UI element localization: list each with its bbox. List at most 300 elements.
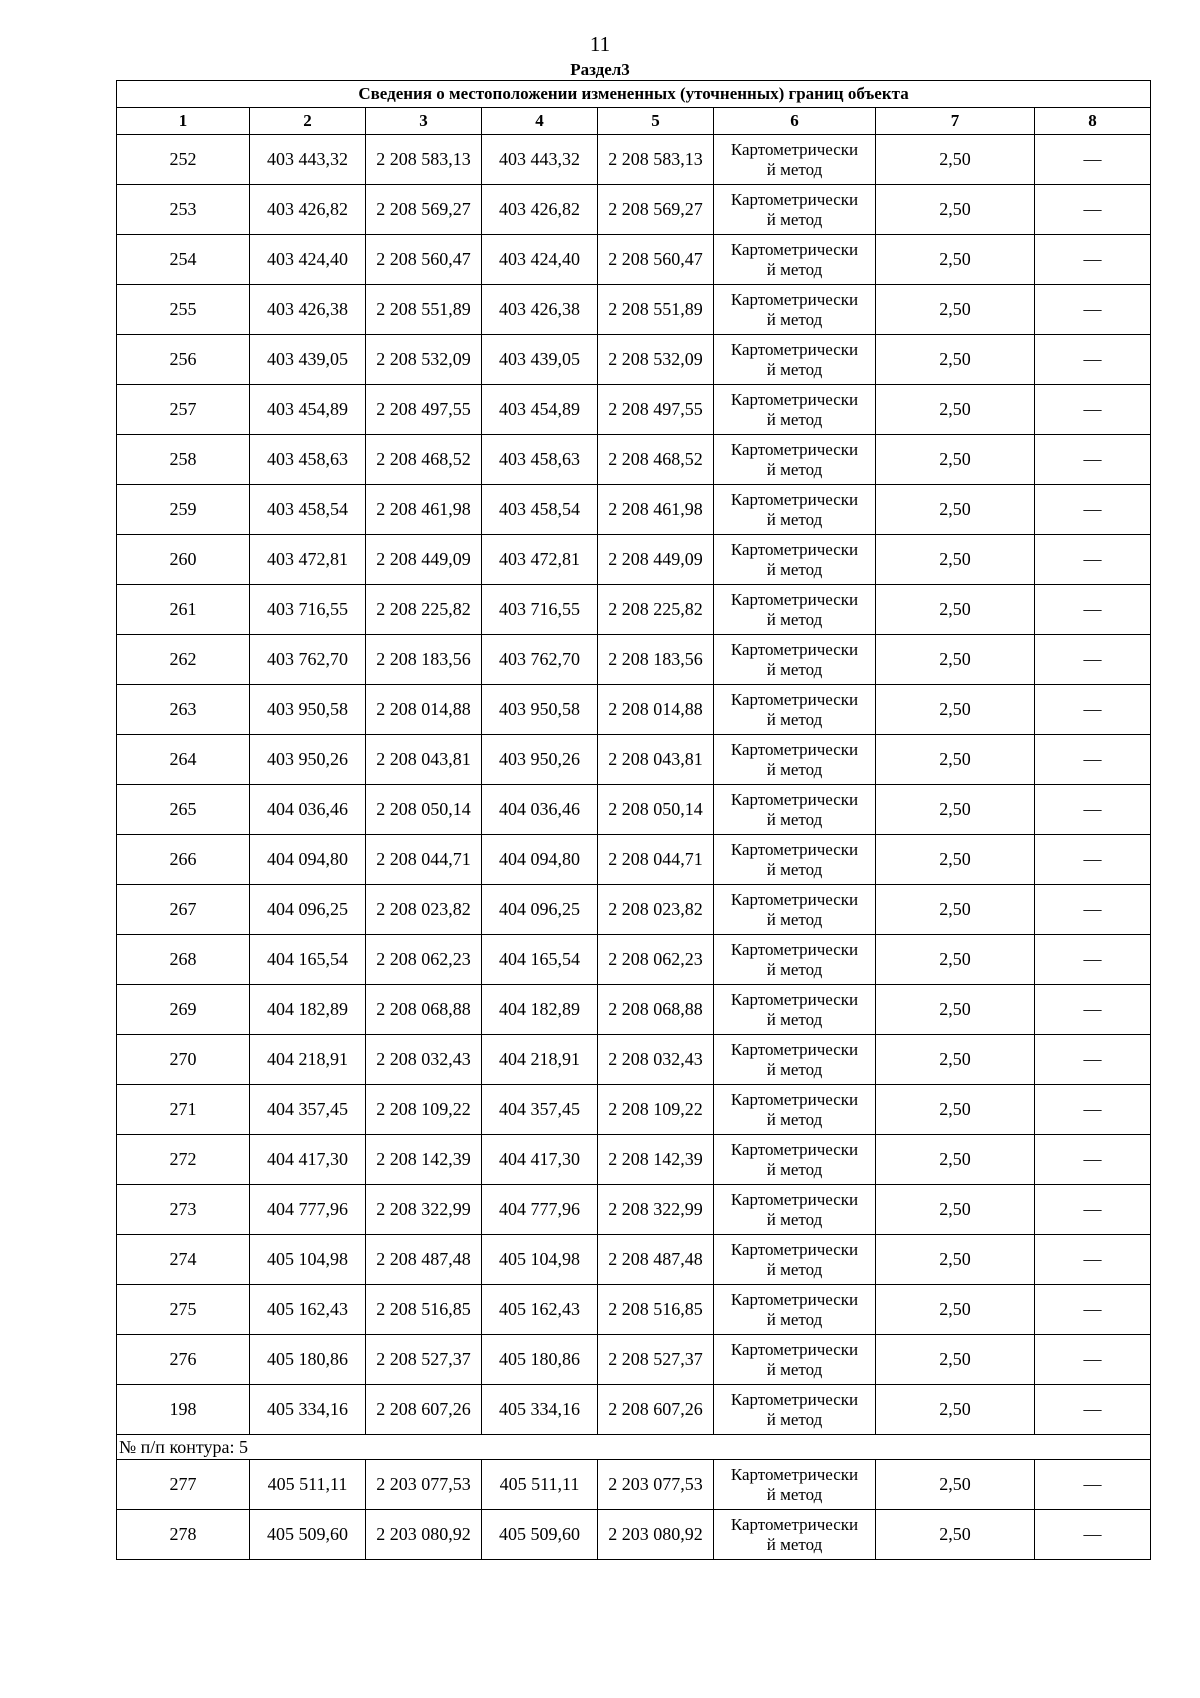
x-old-cell: 404 777,96	[250, 1185, 366, 1235]
method-text-line: Картометрически	[730, 889, 859, 909]
description-cell: —	[1035, 1335, 1151, 1385]
point-number-cell: 267	[117, 885, 250, 935]
accuracy-cell: 2,50	[876, 1035, 1035, 1085]
method-cell	[714, 1185, 876, 1235]
x-new-cell: 404 036,46	[482, 785, 598, 835]
method-cell	[714, 135, 876, 185]
accuracy-cell: 2,50	[876, 385, 1035, 435]
method-text-line: й метод	[766, 1109, 823, 1129]
x-new-cell: 403 426,82	[482, 185, 598, 235]
y-new-cell: 2 208 449,09	[598, 535, 714, 585]
y-old-cell: 2 208 569,27	[366, 185, 482, 235]
method-text-line: Картометрически	[730, 939, 859, 959]
point-number-cell: 254	[117, 235, 250, 285]
description-cell: —	[1035, 785, 1151, 835]
description-cell: —	[1035, 885, 1151, 935]
x-old-cell: 403 426,82	[250, 185, 366, 235]
y-old-cell: 2 208 050,14	[366, 785, 482, 835]
y-new-cell: 2 208 468,52	[598, 435, 714, 485]
point-number-cell: 274	[117, 1235, 250, 1285]
description-cell: —	[1035, 485, 1151, 535]
point-number-cell: 255	[117, 285, 250, 335]
point-number-cell: 261	[117, 585, 250, 635]
y-old-cell: 2 208 560,47	[366, 235, 482, 285]
x-old-cell: 403 424,40	[250, 235, 366, 285]
method-cell	[714, 435, 876, 485]
y-old-cell: 2 208 583,13	[366, 135, 482, 185]
point-number-cell: 271	[117, 1085, 250, 1135]
column-number: 2	[250, 108, 366, 135]
method-text-line: й метод	[766, 1309, 823, 1329]
column-number: 8	[1035, 108, 1151, 135]
description-cell: —	[1035, 835, 1151, 885]
table-row	[117, 685, 1151, 735]
table-row	[117, 585, 1151, 635]
y-old-cell: 2 208 032,43	[366, 1035, 482, 1085]
method-cell	[714, 1510, 876, 1560]
x-old-cell: 403 950,58	[250, 685, 366, 735]
table-row	[117, 535, 1151, 585]
method-text-line: й метод	[766, 1484, 823, 1504]
description-cell: —	[1035, 1510, 1151, 1560]
x-old-cell: 404 165,54	[250, 935, 366, 985]
x-new-cell: 403 716,55	[482, 585, 598, 635]
point-number-cell: 269	[117, 985, 250, 1035]
accuracy-cell: 2,50	[876, 1235, 1035, 1285]
table-row	[117, 435, 1151, 485]
method-text-line: й метод	[766, 959, 823, 979]
x-new-cell: 404 777,96	[482, 1185, 598, 1235]
y-new-cell: 2 208 068,88	[598, 985, 714, 1035]
point-number-cell: 277	[117, 1460, 250, 1510]
method-cell	[714, 835, 876, 885]
point-number-cell: 273	[117, 1185, 250, 1235]
point-number-cell: 256	[117, 335, 250, 385]
description-cell: —	[1035, 935, 1151, 985]
method-text-line: й метод	[766, 709, 823, 729]
accuracy-cell: 2,50	[876, 235, 1035, 285]
x-new-cell: 404 096,25	[482, 885, 598, 935]
description-cell: —	[1035, 1460, 1151, 1510]
description-cell: —	[1035, 1285, 1151, 1335]
method-cell	[714, 385, 876, 435]
description-cell: —	[1035, 535, 1151, 585]
description-cell: —	[1035, 735, 1151, 785]
x-old-cell: 404 094,80	[250, 835, 366, 885]
y-new-cell: 2 208 461,98	[598, 485, 714, 535]
description-cell: —	[1035, 285, 1151, 335]
table-row	[117, 1385, 1151, 1435]
x-old-cell: 403 443,32	[250, 135, 366, 185]
y-old-cell: 2 208 607,26	[366, 1385, 482, 1435]
method-cell	[714, 785, 876, 835]
y-old-cell: 2 208 532,09	[366, 335, 482, 385]
method-text-line: й метод	[766, 159, 823, 179]
y-new-cell: 2 203 080,92	[598, 1510, 714, 1560]
column-number-row	[117, 108, 1151, 135]
description-cell: —	[1035, 1085, 1151, 1135]
x-old-cell: 404 096,25	[250, 885, 366, 935]
description-cell: —	[1035, 1135, 1151, 1185]
y-new-cell: 2 208 516,85	[598, 1285, 714, 1335]
method-text-line: й метод	[766, 1409, 823, 1429]
method-text-line: й метод	[766, 859, 823, 879]
method-text-line: Картометрически	[730, 589, 859, 609]
y-new-cell: 2 208 032,43	[598, 1035, 714, 1085]
x-new-cell: 405 334,16	[482, 1385, 598, 1435]
accuracy-cell: 2,50	[876, 635, 1035, 685]
method-text-line: й метод	[766, 1059, 823, 1079]
point-number-cell: 252	[117, 135, 250, 185]
table-row	[117, 335, 1151, 385]
method-text-line: й метод	[766, 759, 823, 779]
table-row	[117, 185, 1151, 235]
y-old-cell: 2 208 487,48	[366, 1235, 482, 1285]
description-cell: —	[1035, 1235, 1151, 1285]
y-old-cell: 2 208 551,89	[366, 285, 482, 335]
table-row	[117, 635, 1151, 685]
accuracy-cell: 2,50	[876, 285, 1035, 335]
y-new-cell: 2 208 487,48	[598, 1235, 714, 1285]
method-text-line: й метод	[766, 809, 823, 829]
table-row	[117, 935, 1151, 985]
column-number: 5	[598, 108, 714, 135]
x-new-cell: 403 472,81	[482, 535, 598, 585]
y-old-cell: 2 208 322,99	[366, 1185, 482, 1235]
x-old-cell: 404 182,89	[250, 985, 366, 1035]
method-cell	[714, 735, 876, 785]
x-new-cell: 403 458,54	[482, 485, 598, 535]
method-text-line: й метод	[766, 359, 823, 379]
table-row	[117, 1510, 1151, 1560]
method-cell	[714, 285, 876, 335]
y-old-cell: 2 208 449,09	[366, 535, 482, 585]
method-cell	[714, 885, 876, 935]
accuracy-cell: 2,50	[876, 935, 1035, 985]
column-number: 4	[482, 108, 598, 135]
y-new-cell: 2 208 569,27	[598, 185, 714, 235]
description-cell: —	[1035, 635, 1151, 685]
point-number-cell: 276	[117, 1335, 250, 1385]
x-old-cell: 403 762,70	[250, 635, 366, 685]
table-row	[117, 1460, 1151, 1510]
y-new-cell: 2 208 050,14	[598, 785, 714, 835]
accuracy-cell: 2,50	[876, 835, 1035, 885]
page-number: 11	[589, 32, 611, 56]
y-old-cell: 2 208 461,98	[366, 485, 482, 535]
y-old-cell: 2 208 516,85	[366, 1285, 482, 1335]
x-new-cell: 405 509,60	[482, 1510, 598, 1560]
y-old-cell: 2 203 077,53	[366, 1460, 482, 1510]
x-old-cell: 403 458,54	[250, 485, 366, 535]
x-old-cell: 404 218,91	[250, 1035, 366, 1085]
method-text-line: Картометрически	[730, 1189, 859, 1209]
table-row	[117, 485, 1151, 535]
point-number-cell: 257	[117, 385, 250, 435]
y-old-cell: 2 208 468,52	[366, 435, 482, 485]
y-old-cell: 2 208 014,88	[366, 685, 482, 735]
x-new-cell: 405 511,11	[482, 1460, 598, 1510]
method-text-line: й метод	[766, 1259, 823, 1279]
method-text-line: Картометрически	[730, 1039, 859, 1059]
column-number: 3	[366, 108, 482, 135]
method-cell	[714, 235, 876, 285]
x-new-cell: 403 458,63	[482, 435, 598, 485]
method-text-line: Картометрически	[730, 1514, 859, 1534]
table-body-group-2	[117, 1460, 1151, 1560]
y-new-cell: 2 208 023,82	[598, 885, 714, 935]
description-cell: —	[1035, 1385, 1151, 1435]
y-new-cell: 2 208 225,82	[598, 585, 714, 635]
accuracy-cell: 2,50	[876, 1510, 1035, 1560]
accuracy-cell: 2,50	[876, 735, 1035, 785]
method-text-line: й метод	[766, 559, 823, 579]
table-row	[117, 785, 1151, 835]
y-old-cell: 2 208 142,39	[366, 1135, 482, 1185]
point-number-cell: 265	[117, 785, 250, 835]
x-new-cell: 403 950,58	[482, 685, 598, 735]
y-new-cell: 2 208 527,37	[598, 1335, 714, 1385]
description-cell: —	[1035, 235, 1151, 285]
method-cell	[714, 985, 876, 1035]
method-text-line: Картометрически	[730, 539, 859, 559]
table-row	[117, 735, 1151, 785]
table-caption-row	[117, 81, 1151, 108]
description-cell: —	[1035, 135, 1151, 185]
accuracy-cell: 2,50	[876, 685, 1035, 735]
table-row	[117, 1035, 1151, 1085]
y-old-cell: 2 208 183,56	[366, 635, 482, 685]
method-cell	[714, 535, 876, 585]
y-old-cell: 2 208 062,23	[366, 935, 482, 985]
x-new-cell: 404 182,89	[482, 985, 598, 1035]
y-new-cell: 2 208 109,22	[598, 1085, 714, 1135]
method-cell	[714, 1085, 876, 1135]
point-number-cell: 258	[117, 435, 250, 485]
method-text-line: Картометрически	[730, 439, 859, 459]
description-cell: —	[1035, 385, 1151, 435]
table-row	[117, 1285, 1151, 1335]
method-cell	[714, 1135, 876, 1185]
x-old-cell: 405 104,98	[250, 1235, 366, 1285]
y-new-cell: 2 208 014,88	[598, 685, 714, 735]
point-number-cell: 268	[117, 935, 250, 985]
point-number-cell: 253	[117, 185, 250, 235]
table-row	[117, 1135, 1151, 1185]
description-cell: —	[1035, 185, 1151, 235]
method-cell	[714, 335, 876, 385]
y-old-cell: 2 208 044,71	[366, 835, 482, 885]
y-new-cell: 2 208 043,81	[598, 735, 714, 785]
method-text-line: й метод	[766, 1359, 823, 1379]
point-number-cell: 278	[117, 1510, 250, 1560]
y-new-cell: 2 208 532,09	[598, 335, 714, 385]
method-text-line: Картометрически	[730, 989, 859, 1009]
accuracy-cell: 2,50	[876, 1335, 1035, 1385]
table-row	[117, 1235, 1151, 1285]
method-text-line: Картометрически	[730, 789, 859, 809]
description-cell: —	[1035, 435, 1151, 485]
accuracy-cell: 2,50	[876, 985, 1035, 1035]
table-row	[117, 1185, 1151, 1235]
description-cell: —	[1035, 1185, 1151, 1235]
point-number-cell: 272	[117, 1135, 250, 1185]
accuracy-cell: 2,50	[876, 885, 1035, 935]
x-old-cell: 403 454,89	[250, 385, 366, 435]
y-new-cell: 2 208 322,99	[598, 1185, 714, 1235]
x-old-cell: 405 509,60	[250, 1510, 366, 1560]
method-text-line: Картометрически	[730, 839, 859, 859]
description-cell: —	[1035, 1035, 1151, 1085]
x-new-cell: 403 424,40	[482, 235, 598, 285]
x-old-cell: 403 472,81	[250, 535, 366, 585]
method-text-line: Картометрически	[730, 1389, 859, 1409]
method-cell	[714, 635, 876, 685]
x-old-cell: 403 458,63	[250, 435, 366, 485]
point-number-cell: 264	[117, 735, 250, 785]
point-number-cell: 270	[117, 1035, 250, 1085]
method-text-line: й метод	[766, 909, 823, 929]
accuracy-cell: 2,50	[876, 1460, 1035, 1510]
method-cell	[714, 1335, 876, 1385]
column-number: 7	[876, 108, 1035, 135]
x-new-cell: 403 950,26	[482, 735, 598, 785]
method-text-line: Картометрически	[730, 1339, 859, 1359]
y-new-cell: 2 208 142,39	[598, 1135, 714, 1185]
y-old-cell: 2 208 527,37	[366, 1335, 482, 1385]
table-row	[117, 1335, 1151, 1385]
table-row	[117, 835, 1151, 885]
method-cell	[714, 685, 876, 735]
x-new-cell: 404 417,30	[482, 1135, 598, 1185]
y-old-cell: 2 208 068,88	[366, 985, 482, 1035]
accuracy-cell: 2,50	[876, 135, 1035, 185]
accuracy-cell: 2,50	[876, 1135, 1035, 1185]
method-cell	[714, 1285, 876, 1335]
y-new-cell: 2 208 607,26	[598, 1385, 714, 1435]
x-old-cell: 405 180,86	[250, 1335, 366, 1385]
x-new-cell: 403 454,89	[482, 385, 598, 435]
table-row	[117, 285, 1151, 335]
coordinates-table	[116, 80, 1151, 1560]
table-row	[117, 985, 1151, 1035]
method-text-line: Картометрически	[730, 339, 859, 359]
accuracy-cell: 2,50	[876, 1185, 1035, 1235]
x-new-cell: 405 162,43	[482, 1285, 598, 1335]
table-caption: Сведения о местоположении измененных (уточненных) границ объекта	[117, 81, 1151, 108]
y-new-cell: 2 208 044,71	[598, 835, 714, 885]
accuracy-cell: 2,50	[876, 485, 1035, 535]
y-new-cell: 2 203 077,53	[598, 1460, 714, 1510]
contour-label: № п/п контура: 5	[117, 1435, 1151, 1460]
y-new-cell: 2 208 183,56	[598, 635, 714, 685]
method-text-line: й метод	[766, 309, 823, 329]
table-row	[117, 385, 1151, 435]
description-cell: —	[1035, 585, 1151, 635]
x-old-cell: 405 162,43	[250, 1285, 366, 1335]
x-new-cell: 404 357,45	[482, 1085, 598, 1135]
y-new-cell: 2 208 551,89	[598, 285, 714, 335]
y-new-cell: 2 208 583,13	[598, 135, 714, 185]
accuracy-cell: 2,50	[876, 1285, 1035, 1335]
accuracy-cell: 2,50	[876, 1385, 1035, 1435]
method-text-line: Картометрически	[730, 1464, 859, 1484]
y-new-cell: 2 208 560,47	[598, 235, 714, 285]
method-cell	[714, 1460, 876, 1510]
point-number-cell: 260	[117, 535, 250, 585]
x-old-cell: 403 716,55	[250, 585, 366, 635]
method-text-line: Картометрически	[730, 739, 859, 759]
x-old-cell: 404 036,46	[250, 785, 366, 835]
description-cell: —	[1035, 335, 1151, 385]
method-text-line: Картометрически	[730, 189, 859, 209]
point-number-cell: 259	[117, 485, 250, 535]
x-new-cell: 404 165,54	[482, 935, 598, 985]
x-new-cell: 404 094,80	[482, 835, 598, 885]
point-number-cell: 198	[117, 1385, 250, 1435]
y-old-cell: 2 208 225,82	[366, 585, 482, 635]
accuracy-cell: 2,50	[876, 585, 1035, 635]
x-new-cell: 403 443,32	[482, 135, 598, 185]
accuracy-cell: 2,50	[876, 535, 1035, 585]
method-text-line: й метод	[766, 1009, 823, 1029]
method-text-line: Картометрически	[730, 1089, 859, 1109]
x-old-cell: 403 439,05	[250, 335, 366, 385]
point-number-cell: 266	[117, 835, 250, 885]
x-new-cell: 403 762,70	[482, 635, 598, 685]
method-text-line: Картометрически	[730, 289, 859, 309]
method-text-line: Картометрически	[730, 389, 859, 409]
accuracy-cell: 2,50	[876, 335, 1035, 385]
x-new-cell: 405 180,86	[482, 1335, 598, 1385]
point-number-cell: 263	[117, 685, 250, 735]
x-new-cell: 404 218,91	[482, 1035, 598, 1085]
method-text-line: Картометрически	[730, 139, 859, 159]
section-title: Раздел3	[570, 60, 630, 79]
table-row	[117, 1085, 1151, 1135]
x-old-cell: 403 426,38	[250, 285, 366, 335]
point-number-cell: 275	[117, 1285, 250, 1335]
method-text-line: й метод	[766, 409, 823, 429]
table-row	[117, 235, 1151, 285]
y-new-cell: 2 208 062,23	[598, 935, 714, 985]
x-old-cell: 405 511,11	[250, 1460, 366, 1510]
description-cell: —	[1035, 985, 1151, 1035]
method-cell	[714, 935, 876, 985]
x-old-cell: 403 950,26	[250, 735, 366, 785]
column-number: 1	[117, 108, 250, 135]
column-number: 6	[714, 108, 876, 135]
method-text-line: й метод	[766, 609, 823, 629]
accuracy-cell: 2,50	[876, 1085, 1035, 1135]
method-text-line: й метод	[766, 659, 823, 679]
x-old-cell: 405 334,16	[250, 1385, 366, 1435]
description-cell: —	[1035, 685, 1151, 735]
y-old-cell: 2 203 080,92	[366, 1510, 482, 1560]
method-cell	[714, 1035, 876, 1085]
method-text-line: й метод	[766, 1534, 823, 1554]
table-body-group-1	[117, 135, 1151, 1435]
table-row	[117, 885, 1151, 935]
method-text-line: Картометрически	[730, 1239, 859, 1259]
method-text-line: й метод	[766, 509, 823, 529]
method-text-line: Картометрически	[730, 489, 859, 509]
y-old-cell: 2 208 109,22	[366, 1085, 482, 1135]
method-text-line: Картометрически	[730, 239, 859, 259]
method-text-line: й метод	[766, 459, 823, 479]
x-new-cell: 405 104,98	[482, 1235, 598, 1285]
table-row	[117, 135, 1151, 185]
